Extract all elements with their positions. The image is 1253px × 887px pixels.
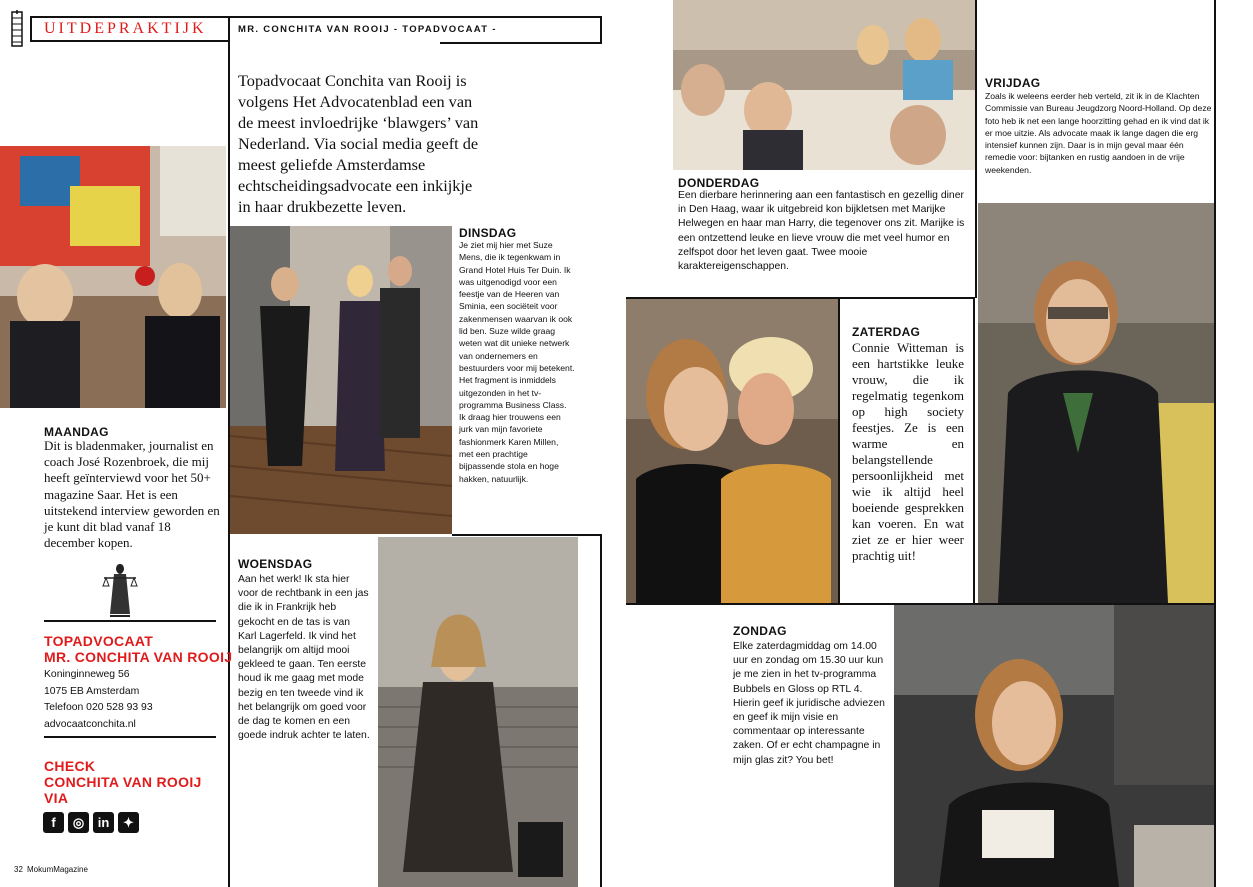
- logo-icon: [8, 10, 26, 48]
- contact-title-1: TOPADVOCAAT: [44, 633, 154, 649]
- zondag-title: ZONDAG: [733, 624, 787, 638]
- vrijdag-text: Zoals ik weleens eerder heb verteld, zit ik in de Klachten Commissie van Bureau Jeugdzorg Noord-Holland. Op deze foto heb ik net een lange hoorzitting gehad en ik vind dat ik er moe uitzie. Als advocate maak ik lange dagen die erg intensief kunnen zijn. Daar is in mijn geval maar één remedie voor: bijtanken en rustig aandoen in de vrije weekenden.: [985, 91, 1212, 175]
- donderdag-text: Een dierbare herinnering aan een fantastisch en gezellig diner in Den Haag, waar ik uitgebreid kon bijkletsen met Marijke Helwegen en haar man Harry, die tegenover ons zit. Marijke is een ontzettend leuke en lieve vrouw die met veel humor en zelfspot door het leven gaat. Twee mooie karaktereigenschappen.: [678, 190, 965, 273]
- woensdag-text: Aan het werk! Ik sta hier voor de rechtbank in een jas die ik in Frankrijk heb gekocht en de tas is van Karl Lagerfeld. Ik vind het belangrijk om altijd mooi gekleed te gaan. Ten eerste houd ik me gaag met mode bezig en ten tweede vind ik het belangrijk om goed voor de dag te komen en een goede indruk achter te laten.: [238, 574, 370, 742]
- linkedin-icon[interactable]: in: [93, 812, 114, 833]
- contact-street: Koninginneweg 56: [44, 669, 130, 680]
- footer-page-number: 32: [14, 865, 23, 874]
- footer-magazine: MokumMagazine: [27, 865, 88, 874]
- justitia-icon: [100, 560, 140, 620]
- twitter-icon[interactable]: ✦: [118, 812, 139, 833]
- zondag-photo: [894, 605, 1214, 887]
- donderdag-title: DONDERDAG: [678, 176, 760, 190]
- maandag-text: Dit is bladenmaker, journalist en coach José Rozenbroek, die mij heeft geïnterviewd voor het 50+ magazine Saar. Het is een uitstekend interview geworden en je kunt dit blad vanaf 18 december kopen.: [44, 438, 220, 551]
- dinsdag-photo: [230, 226, 452, 534]
- zaterdag-text: Connie Witteman is een hartstikke leuke vrouw, die ik regelmatig tegenkom op high society feestjes. Ze is een warme en belangstellende persoonlijkheid met wie ik altijd heel boeiende gesprekken kan voeren. En wat ziet ze er hier weer prachtig uit!: [852, 340, 964, 563]
- maandag-photo: [0, 146, 226, 408]
- zondag-text: Elke zaterdagmiddag om 14.00 uur en zondag om 15.30 uur kun je me zien in het tv-programma Bubbels en Gloss op RTL 4. Hierin geef ik juridische adviezen en geef ik mijn visie en commentaar op interessante zaken. Of er echt champagne in mijn glas zit? You bet!: [733, 641, 885, 766]
- maandag-title: MAANDAG: [44, 425, 109, 439]
- zaterdag-title: ZATERDAG: [852, 325, 921, 339]
- section-title: UITDEPRAKTIJK: [44, 20, 207, 37]
- contact-phone: Telefoon 020 528 93 93: [44, 702, 153, 713]
- donderdag-photo: [673, 0, 975, 170]
- byline: MR. CONCHITA VAN ROOIJ - TOPADVOCAAT -: [238, 24, 497, 35]
- instagram-icon[interactable]: ◎: [68, 812, 89, 833]
- check-line-3: VIA: [44, 790, 69, 806]
- vrijdag-photo: [978, 203, 1214, 603]
- contact-city: 1075 EB Amsterdam: [44, 686, 140, 697]
- dinsdag-title: DINSDAG: [459, 226, 517, 240]
- dinsdag-text: Je ziet mij hier met Suze Mens, die ik tegenkwam in Grand Hotel Huis Ter Duin. Ik was uitgenodigd voor een feestje van de Heeren van Sminia, een sociëteit voor zakenmensen waarvan ik ook lid ben. Suze wilde graag weten wat dit unieke netwerk van ondernemers en bestuurders voor mij betekent. Het fragment is inmiddels uitgezonden in het tv-programma Business Class. Ik draag hier trouwens een jurk van mijn favoriete fashionmerk Karen Millen, met een prachtige bijpassende stola en hoge hakken, natuurlijk.: [459, 240, 575, 484]
- woensdag-title: WOENSDAG: [238, 557, 313, 571]
- facebook-icon[interactable]: f: [43, 812, 64, 833]
- contact-web-link[interactable]: advocaatconchita.nl: [44, 719, 136, 730]
- vrijdag-title: VRIJDAG: [985, 76, 1041, 90]
- woensdag-photo: [378, 537, 578, 887]
- check-line-1: CHECK: [44, 758, 96, 774]
- intro-text: Topadvocaat Conchita van Rooij is volgens Het Advocatenblad een van de meest invloedrijke ‘blawgers’ van Nederland. Via social media geeft de meest geliefde Amsterdamse echtscheidingsadvocate een inkijkje in haar drukbezette leven.: [238, 71, 479, 216]
- contact-title-2: MR. CONCHITA VAN ROOIJ: [44, 649, 233, 665]
- check-line-2: CONCHITA VAN ROOIJ: [44, 774, 202, 790]
- zaterdag-photo: [626, 299, 838, 604]
